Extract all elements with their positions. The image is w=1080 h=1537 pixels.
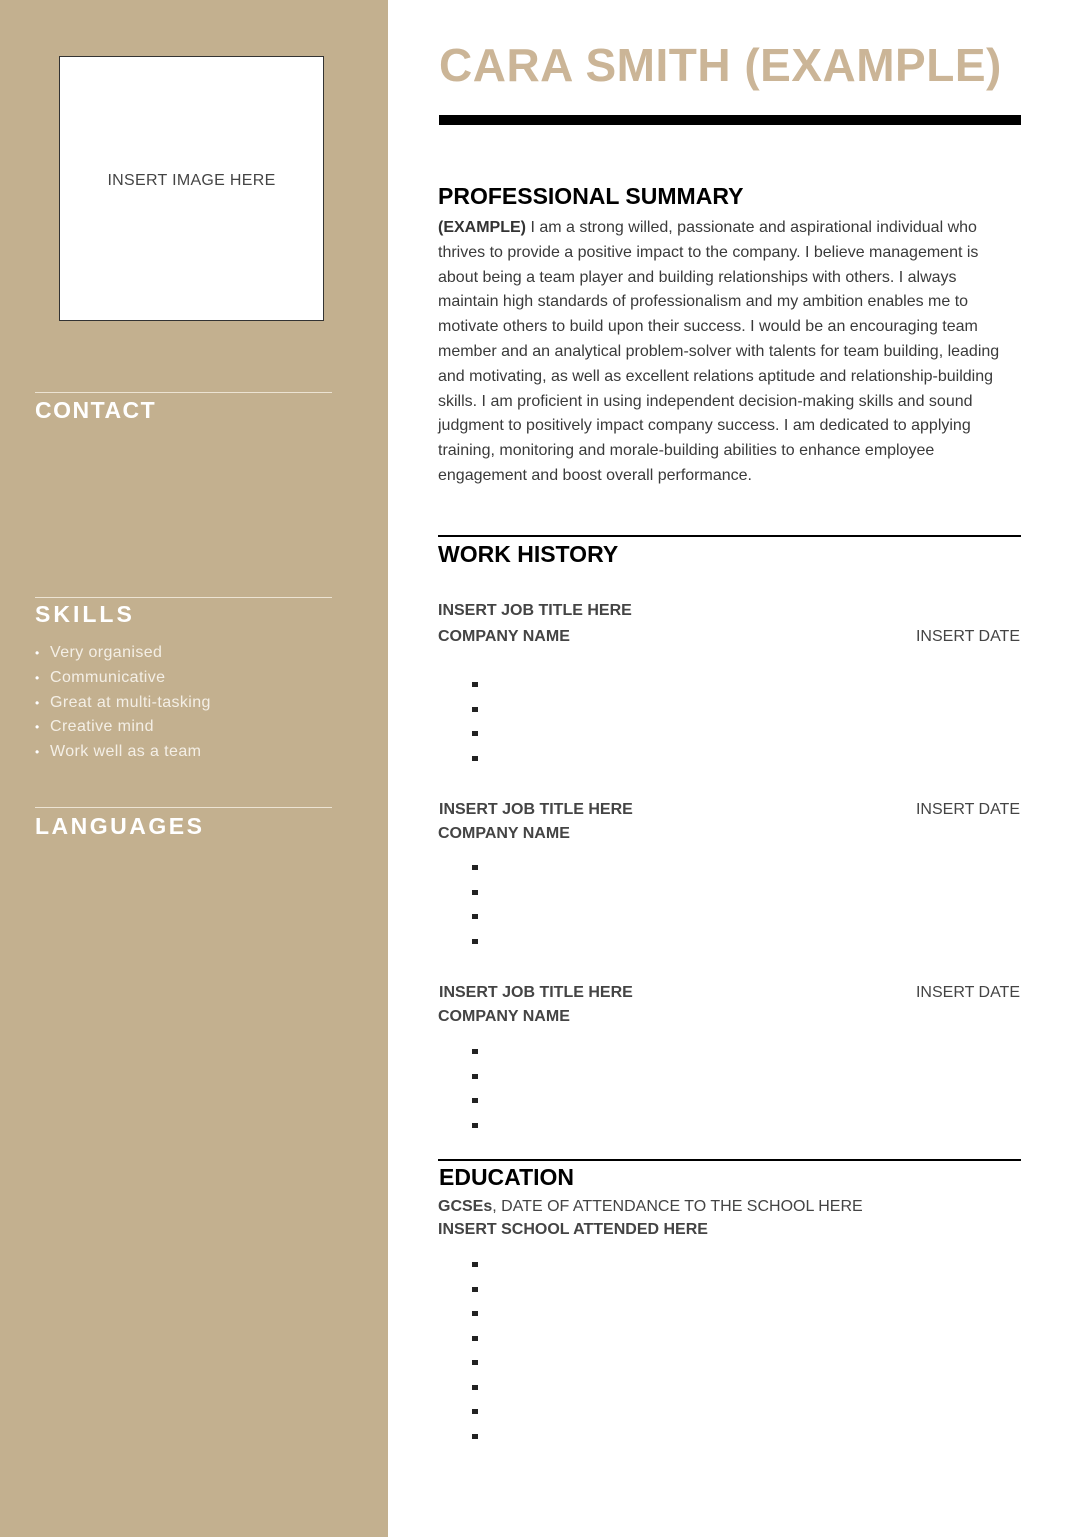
bullet-icon — [472, 1074, 478, 1079]
education-bullets — [472, 1262, 478, 1458]
sidebar — [0, 0, 388, 1537]
attendance-dates: , DATE OF ATTENDANCE TO THE SCHOOL HERE — [492, 1198, 863, 1215]
education-divider — [438, 1159, 1021, 1161]
job-title: INSERT JOB TITLE HERE — [439, 984, 633, 1001]
bullet-icon — [472, 731, 478, 736]
bullet-icon — [472, 1262, 478, 1267]
job-title: INSERT JOB TITLE HERE — [438, 602, 632, 619]
summary-heading: PROFESSIONAL SUMMARY — [438, 183, 744, 209]
job-bullets — [472, 865, 478, 963]
job-date: INSERT DATE — [915, 984, 1020, 1001]
languages-heading: LANGUAGES — [35, 813, 205, 839]
skills-list — [35, 641, 211, 765]
job-date: INSERT DATE — [915, 628, 1020, 645]
bullet-icon — [472, 1385, 478, 1390]
profile-photo-placeholder[interactable] — [59, 56, 324, 321]
bullet-icon — [472, 682, 478, 687]
name-underline-bar — [439, 115, 1021, 125]
bullet-icon — [472, 1311, 478, 1316]
skill-item — [35, 641, 211, 666]
skill-item — [35, 715, 211, 740]
bullet-icon: • — [35, 695, 40, 710]
bullet-icon: • — [35, 745, 40, 760]
summary-body: I am a strong willed, passionate and aspirational individual who thrives to provide a positive impact to the company. I believe management is about being a team player and building relationships with others. I always maintain high standards of professionalism and my ambition enables me to motivate others to build upon their success. I would be an encouraging team member and an analytical problem-solver with talents for team building, leading and motivating, as well as excellent relations aptitude and relationship-building skills. I am proficient in using independent decision-making skills and sound judgment to positively impact company success. I am dedicated to applying training, monitoring and morale-building abilities to enhance employee engagement and boost overall performance. — [438, 219, 1000, 484]
job-date: INSERT DATE — [915, 801, 1020, 818]
bullet-icon — [472, 939, 478, 944]
skill-label: Creative mind — [50, 718, 154, 736]
company-name: COMPANY NAME — [438, 825, 570, 842]
bullet-icon — [472, 1360, 478, 1365]
bullet-icon — [472, 1287, 478, 1292]
qualification: GCSEs — [438, 1198, 493, 1215]
bullet-icon — [472, 865, 478, 870]
work-divider — [438, 535, 1021, 537]
company-name: COMPANY NAME — [438, 1008, 570, 1025]
photo-placeholder-label: INSERT IMAGE HERE — [107, 172, 276, 189]
school-name: INSERT SCHOOL ATTENDED HERE — [438, 1221, 708, 1238]
skill-item — [35, 691, 211, 716]
bullet-icon — [472, 1336, 478, 1341]
bullet-icon — [472, 890, 478, 895]
contact-heading: CONTACT — [35, 397, 157, 423]
bullet-icon — [472, 1049, 478, 1054]
skill-label: Great at multi-tasking — [50, 693, 211, 711]
work-heading: WORK HISTORY — [438, 541, 619, 567]
bullet-icon — [472, 1098, 478, 1103]
skill-item — [35, 666, 211, 691]
candidate-name: CARA SMITH (EXAMPLE) — [439, 39, 1002, 91]
bullet-icon — [472, 1123, 478, 1128]
bullet-icon — [472, 1434, 478, 1439]
bullet-icon: • — [35, 720, 40, 735]
bullet-icon: • — [35, 670, 40, 685]
bullet-icon — [472, 914, 478, 919]
skill-item — [35, 740, 211, 765]
summary-lead: (EXAMPLE) — [438, 219, 526, 236]
job-bullets — [472, 682, 478, 780]
skills-divider — [35, 597, 332, 598]
bullet-icon — [472, 756, 478, 761]
languages-divider — [35, 807, 332, 808]
bullet-icon — [472, 707, 478, 712]
education-qualification-line — [438, 1198, 863, 1216]
contact-divider — [35, 392, 332, 393]
skill-label: Communicative — [50, 668, 166, 686]
education-heading: EDUCATION — [439, 1164, 575, 1190]
job-bullets — [472, 1049, 478, 1147]
skill-label: Work well as a team — [50, 743, 202, 761]
bullet-icon: • — [35, 646, 40, 660]
job-title: INSERT JOB TITLE HERE — [439, 801, 633, 818]
summary-text — [438, 216, 1018, 489]
bullet-icon — [472, 1409, 478, 1414]
company-name: COMPANY NAME — [438, 628, 570, 645]
skills-heading: SKILLS — [35, 601, 135, 627]
skill-label: Very organised — [50, 644, 163, 661]
